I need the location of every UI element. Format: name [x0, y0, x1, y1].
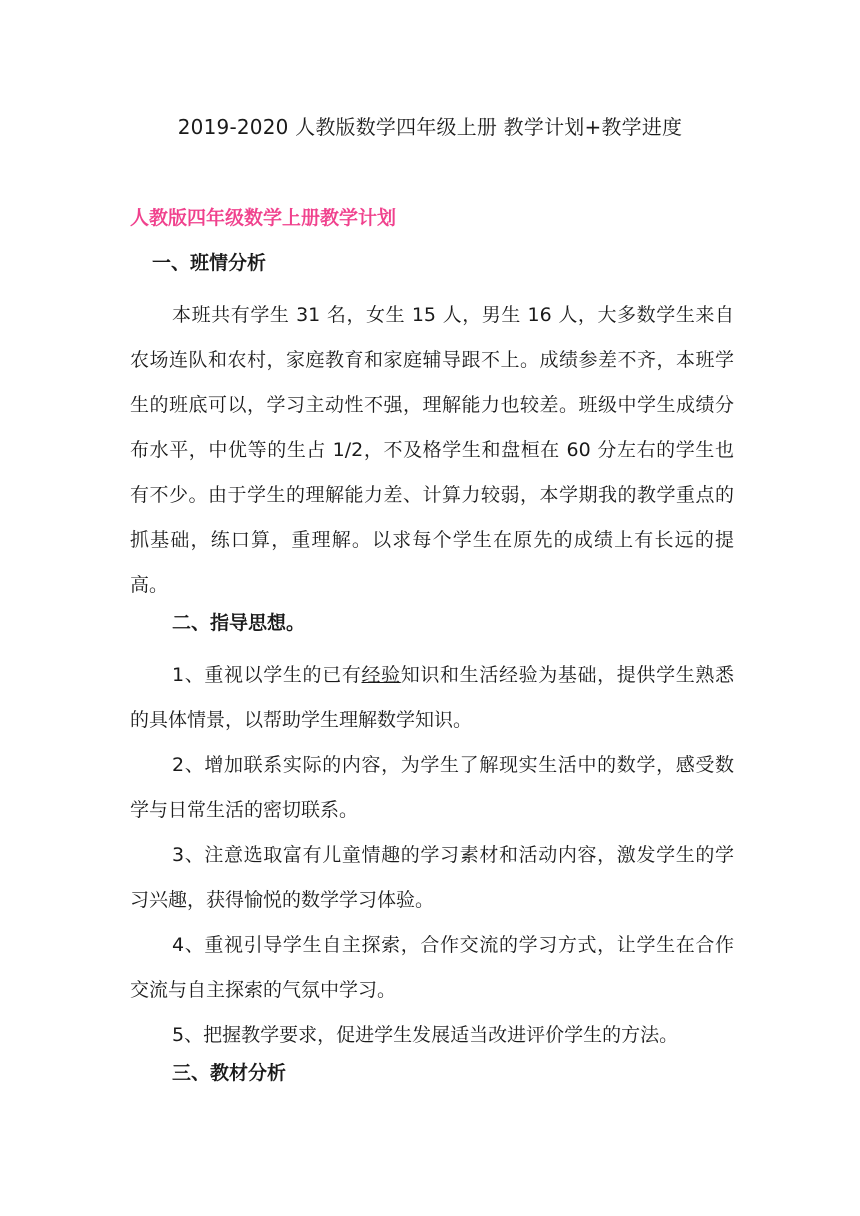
guide-item-2: 2、增加联系实际的内容，为学生了解现实生活中的数学，感受数学与日常生活的密切联系。 — [130, 754, 734, 821]
paragraph-class-analysis: 本班共有学生 31 名，女生 15 人，男生 16 人，大多数学生来自农场连队和农村，家庭教育和家庭辅导跟不上。成绩参差不齐，本班学生的班底可以，学习主动性不强，理解能力也较差。班级中学生成绩分布水平，中优等的生占 1/2，不及格学生和盘桓在 60 分左右的学生也有不少。由于学生的理解能力差、计算力较弱，本学期我的教学重点的抓基础，练口算，重理解。以求每个学生在原先的成绩上有长远的提高。 — [130, 304, 734, 596]
guide-item-1-text-a: 1、重视以学生的已有 — [172, 664, 362, 686]
guide-item-4: 4、重视引导学生自主探索，合作交流的学习方式，让学生在合作交流与自主探索的气氛中学习。 — [130, 934, 734, 1001]
document-body — [130, 248, 734, 1103]
guide-item-3: 3、注意选取富有儿童情趣的学习素材和活动内容，激发学生的学习兴趣，获得愉悦的数学学习体验。 — [130, 844, 734, 911]
heading-guiding-ideology: 二、指导思想。 — [172, 612, 306, 634]
guide-item-1 — [130, 653, 734, 743]
heading-textbook-analysis: 三、教材分析 — [172, 1062, 287, 1084]
section-title: 人教版四年级数学上册教学计划 — [130, 207, 397, 229]
heading-class-analysis: 一、班情分析 — [152, 252, 267, 274]
guide-item-1-underlined: 经验 — [361, 664, 401, 686]
guide-item-1-text-b: 知识和生活经验为基础，提供学生熟悉的具体情景，以帮助学生理解数学知识。 — [130, 664, 734, 731]
document-title: 2019-2020 人教版数学四年级上册 教学计划+教学进度 — [177, 115, 683, 139]
guide-item-5: 5、把握教学要求，促进学生发展适当改进评价学生的方法。 — [172, 1024, 679, 1046]
